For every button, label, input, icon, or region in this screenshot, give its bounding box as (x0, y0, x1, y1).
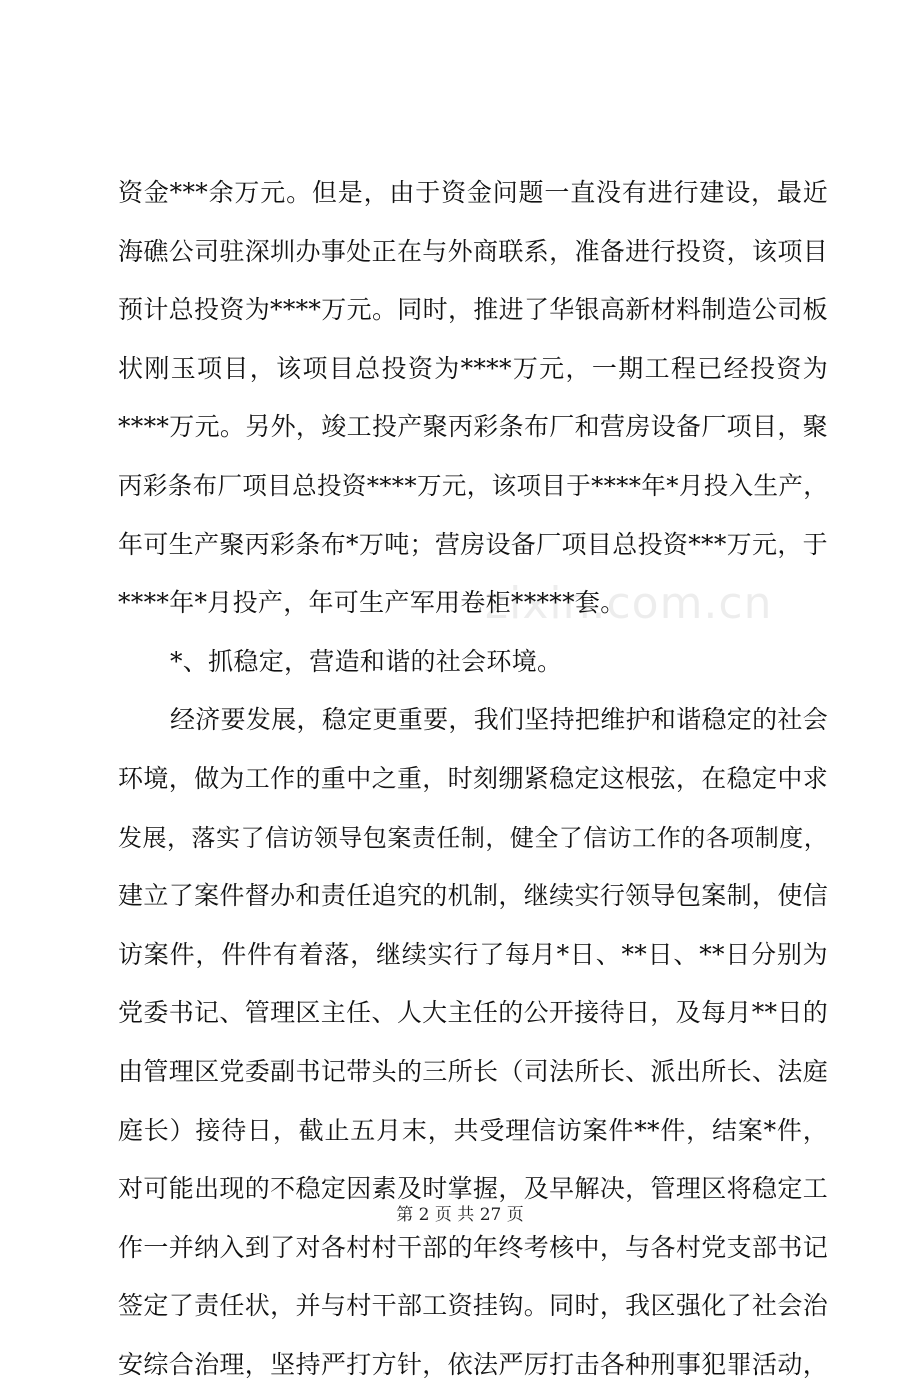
text-line: ****万元。另外，竣工投产聚丙彩条布厂和营房设备厂项目，聚 (118, 412, 828, 442)
text-line: 年可生产聚丙彩条布*万吨；营房设备厂项目总投资***万元，于 (118, 529, 828, 559)
text-line: 建立了案件督办和责任追究的机制，继续实行领导包案制，使信 (118, 881, 828, 911)
text-line: 安综合治理，坚持严打方针，依法严厉打击各种刑事犯罪活动， (118, 1349, 828, 1379)
text-line: 对可能出现的不稳定因素及时掌握，及早解决，管理区将稳定工 (118, 1174, 828, 1204)
text-line: 签定了责任状，并与村干部工资挂钩。同时，我区强化了社会治 (118, 1291, 828, 1321)
text-line: 预计总投资为****万元。同时，推进了华银高新材料制造公司板 (118, 295, 828, 325)
text-line: 由管理区党委副书记带头的三所长（司法所长、派出所长、法庭 (118, 1056, 828, 1086)
text-line: 访案件，件件有着落，继续实行了每月*日、**日、**日分别为 (118, 939, 828, 969)
section-heading: *、抓稳定，营造和谐的社会环境。 (170, 646, 563, 676)
text-line: 状刚玉项目，该项目总投资为****万元，一期工程已经投资为 (118, 353, 828, 383)
text-line: ****年*月投产，年可生产军用卷柜*****套。 (118, 588, 626, 618)
text-line: 经济要发展，稳定更重要，我们坚持把维护和谐稳定的社会 (170, 705, 828, 735)
text-line: 海礁公司驻深圳办事处正在与外商联系，准备进行投资，该项目 (118, 236, 828, 266)
page-footer: 第 2 页 共 27 页 (396, 1205, 524, 1225)
text-line: 丙彩条布厂项目总投资****万元，该项目于****年*月投入生产， (118, 470, 828, 500)
watermark: zixin.com.cn (485, 578, 773, 629)
text-line: 资金***余万元。但是，由于资金问题一直没有进行建设，最近 (118, 178, 828, 207)
text-line: 庭长）接待日，截止五月末，共受理信访案件**件，结案*件， (118, 1115, 828, 1145)
text-line: 发展，落实了信访领导包案责任制，健全了信访工作的各项制度， (118, 823, 828, 852)
text-line: 作一并纳入到了对各村村干部的年终考核中，与各村党支部书记 (118, 1232, 828, 1262)
text-line: 环境，做为工作的重中之重，时刻绷紧稳定这根弦，在稳定中求 (118, 763, 828, 793)
text-line: 党委书记、管理区主任、人大主任的公开接待日，及每月**日的 (118, 998, 828, 1028)
